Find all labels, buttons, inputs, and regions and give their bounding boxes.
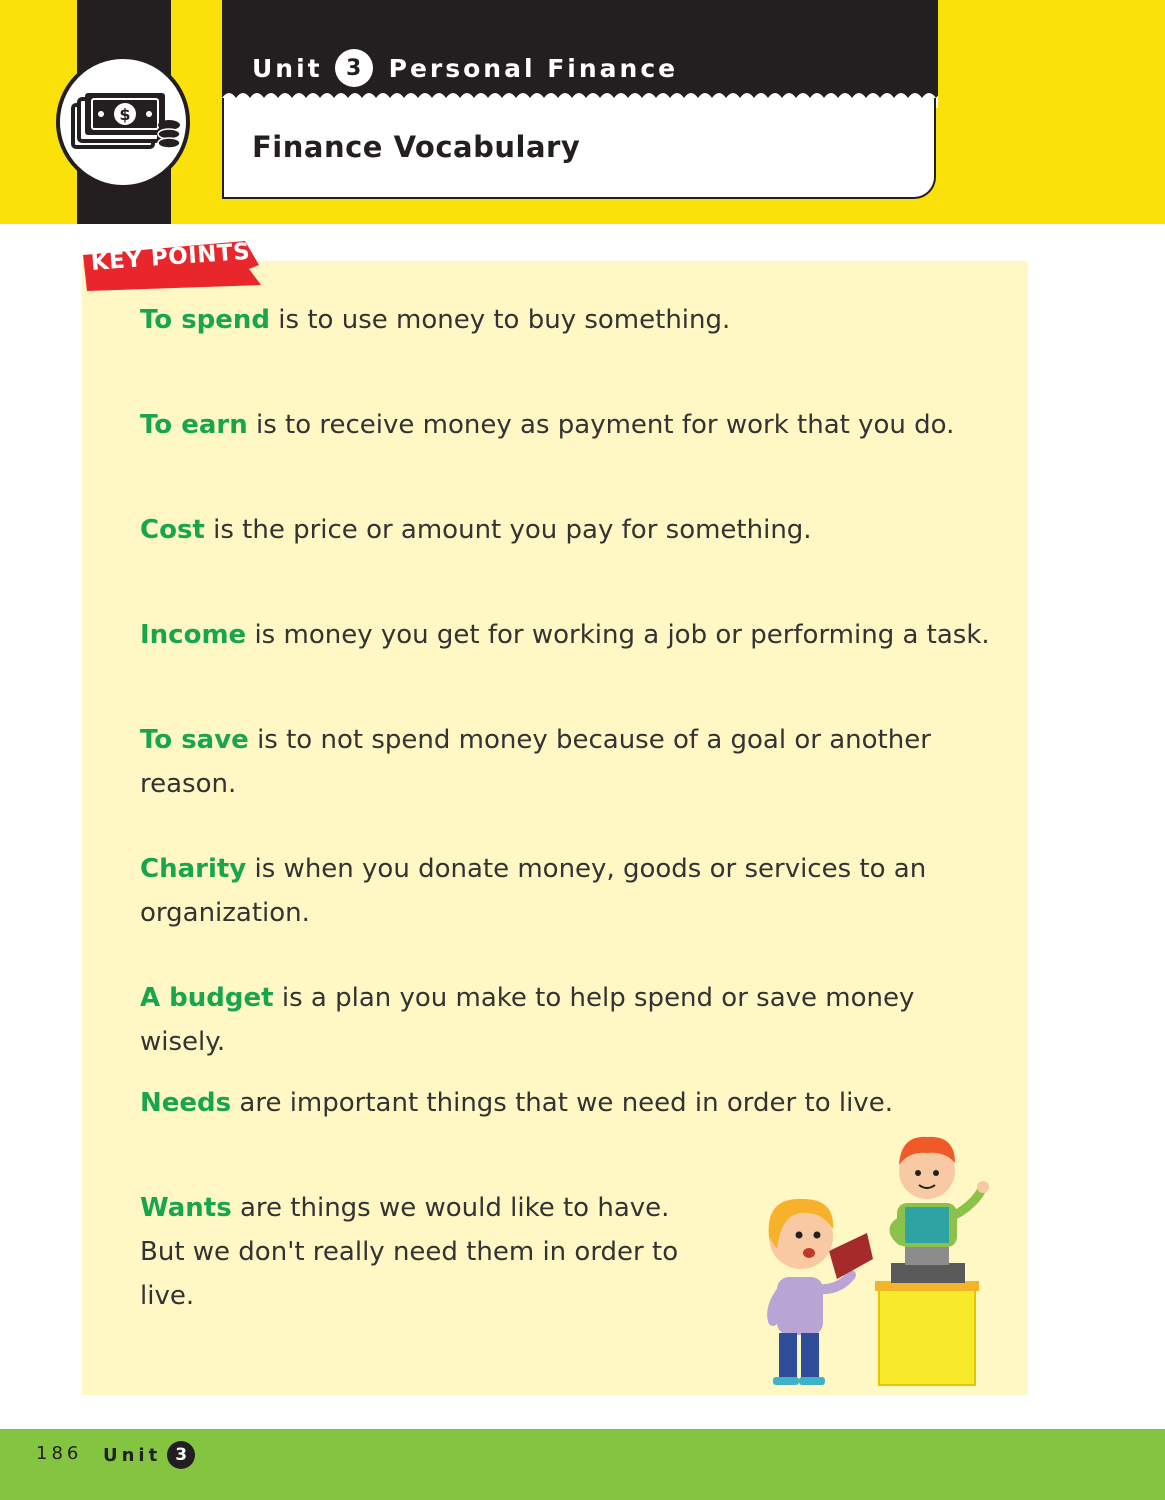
vocab-term: Charity <box>140 854 247 884</box>
vocab-definition: is to receive money as payment for work that you do. <box>247 410 955 440</box>
vocab-entry <box>140 847 1000 935</box>
key-points-label: KEY POINTS <box>90 238 252 276</box>
page-title: Finance Vocabulary <box>252 130 581 164</box>
vocab-entry <box>140 613 1000 657</box>
footer-unit-label: Unit <box>103 1444 162 1466</box>
unit-heading <box>252 48 678 88</box>
vocab-entry <box>140 1186 740 1318</box>
vocab-term: A budget <box>140 983 274 1013</box>
unit-icon-badge <box>56 55 190 189</box>
unit-label: Unit <box>252 53 323 83</box>
vocab-entry <box>140 298 1000 342</box>
shopping-kids-illustration <box>755 1125 995 1387</box>
svg-text:$: $ <box>119 105 131 124</box>
vocab-entry <box>140 718 1000 806</box>
vocab-term: Wants <box>140 1193 232 1223</box>
vocab-definition: is money you get for working a job or performing a task. <box>246 620 990 650</box>
vocab-definition-continued: organization. <box>140 898 310 928</box>
page-number: 186 <box>36 1443 83 1464</box>
vocab-term: To spend <box>140 305 271 335</box>
vocab-definition: are things we would like to have. <box>231 1193 670 1223</box>
vocab-definition: are important things that we need in order to live. <box>231 1088 893 1118</box>
vocab-definition-continued: reason. <box>140 769 237 799</box>
vocab-term: To earn <box>140 410 248 440</box>
footer-unit-number: 3 <box>167 1441 195 1469</box>
vocab-entry <box>140 1081 1000 1125</box>
footer-unit <box>103 1440 195 1470</box>
vocab-definition: is when you donate money, goods or services to an <box>246 854 927 884</box>
vocab-definition-continued: But we don't really need them in order to live. <box>140 1237 679 1311</box>
unit-number-badge: 3 <box>335 49 373 87</box>
vocab-definition: is to not spend money because of a goal or another <box>248 725 931 755</box>
vocab-definition: is the price or amount you pay for something. <box>204 515 812 545</box>
vocab-definition: is to use money to buy something. <box>270 305 731 335</box>
vocab-entry <box>140 508 1000 552</box>
vocab-term: Needs <box>140 1088 232 1118</box>
vocab-entry <box>140 403 1000 447</box>
vocab-definition: is a plan you make to help spend or save money wisely. <box>140 983 915 1057</box>
vocab-term: Income <box>140 620 247 650</box>
money-icon <box>69 89 185 159</box>
vocab-entry <box>140 976 1000 1064</box>
unit-title: Personal Finance <box>388 53 679 83</box>
vocab-term: To save <box>140 725 249 755</box>
vocab-term: Cost <box>140 515 205 545</box>
